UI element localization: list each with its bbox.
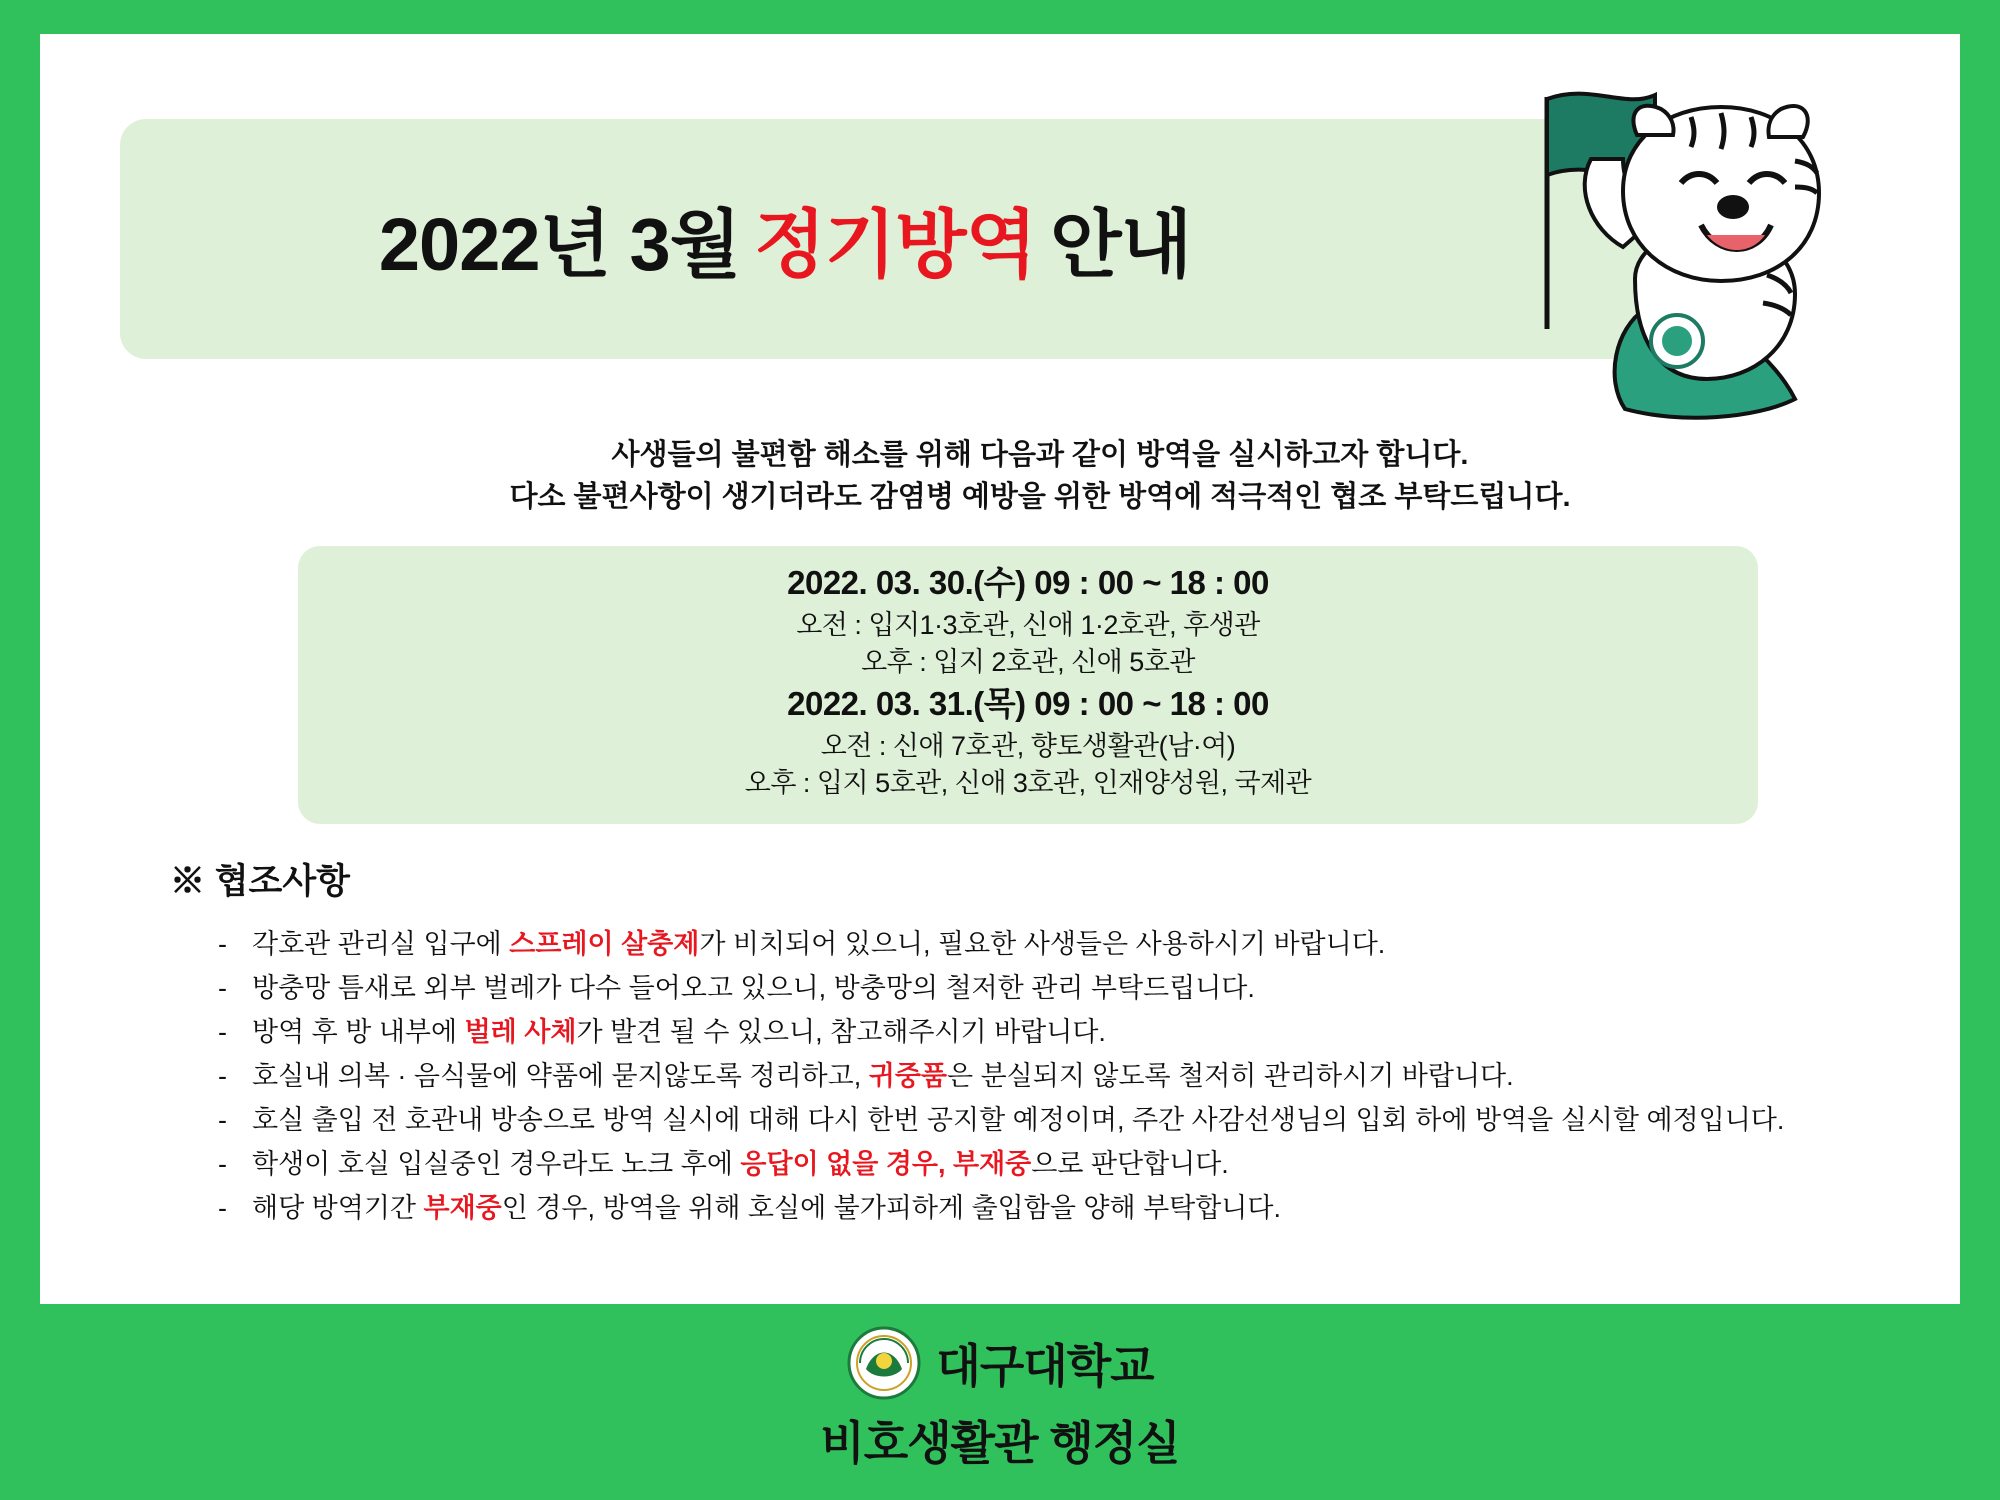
note-emphasis: 벌레 사체 [464, 1017, 577, 1048]
white-content-card [40, 34, 1960, 1304]
intro-line-2: 다소 불편사항이 생기더라도 감염병 예방을 위한 방역에 적극적인 협조 부탁드립니다. [509, 481, 1571, 514]
list-item [218, 1144, 1918, 1185]
list-item-text [252, 1144, 1918, 1185]
list-bullet: - [218, 1149, 227, 1180]
list-item-text [252, 1012, 1918, 1053]
schedule-date-1: 2022. 03. 30.(수) 09 : 00 ~ 18 : 00 [787, 564, 1269, 601]
list-bullet: - [218, 1061, 227, 1092]
schedule-morning-2: 오전 : 신애 7호관, 향토생활관(남·여) [820, 731, 1236, 762]
note-emphasis: 스프레이 살충제 [509, 929, 700, 959]
list-item-text [252, 924, 1918, 965]
schedule-box [298, 546, 1758, 824]
intro-line-1: 사생들의 불편함 해소를 위해 다음과 같이 방역을 실시하고자 합니다. [611, 439, 1469, 471]
footer-university-row [0, 1325, 2000, 1401]
note-post: 인 경우, 방역을 위해 호실에 불가피하게 출입함을 양해 부탁합니다. [501, 1193, 1281, 1224]
note-pre: 방역 후 방 내부에 [252, 1017, 465, 1048]
list-item [218, 968, 1918, 1009]
note-pre: 방충망 틈새로 외부 벌레가 다수 들어오고 있으니, 방충망의 철저한 관리 부탁드립니다. [252, 973, 1255, 1004]
schedule-date-2: 2022. 03. 31.(목) 09 : 00 ~ 18 : 00 [787, 685, 1269, 723]
schedule-afternoon-1: 오후 : 입지 2호관, 신애 5호관 [861, 647, 1195, 678]
list-item [218, 924, 1918, 965]
note-post: 가 비치되어 있으니, 필요한 사생들은 사용하시기 바랍니다. [699, 929, 1386, 959]
footer [0, 1325, 2000, 1473]
tiger-mascot-icon [1495, 79, 1915, 424]
note-pre: 호실 출입 전 호관내 방송으로 방역 실시에 대해 다시 한번 공지할 예정이며, 주간 사감선생님의 입회 하에 방역을 실시할 예정입니다. [252, 1105, 1785, 1136]
page-title [120, 119, 1450, 359]
note-pre: 해당 방역기간 [252, 1193, 424, 1224]
schedule-afternoon-2: 오후 : 입지 5호관, 신애 3호관, 인재양성원, 국제관 [744, 768, 1312, 799]
list-bullet: - [218, 973, 227, 1004]
note-emphasis: 응답이 없을 경우, 부재중 [740, 1149, 1032, 1180]
note-pre: 호실내 의복 · 음식물에 약품에 묻지않도록 정리하고, [252, 1061, 869, 1092]
list-item-text [252, 1056, 1918, 1097]
note-post: 으로 판단합니다. [1031, 1149, 1229, 1180]
list-item-text [252, 968, 1918, 1009]
intro-text [40, 434, 2000, 518]
footer-office-name: 비호생활관 행정실 [820, 1417, 1180, 1469]
list-bullet: - [218, 929, 227, 959]
notes-heading: ※ 협조사항 [170, 862, 350, 901]
notes-list [218, 924, 1918, 1232]
schedule-morning-1: 오전 : 입지1·3호관, 신애 1·2호관, 후생관 [796, 609, 1260, 640]
list-bullet: - [218, 1105, 227, 1136]
note-post: 은 분실되지 않도록 철저히 관리하시기 바랍니다. [946, 1061, 1514, 1092]
note-emphasis: 부재중 [423, 1193, 502, 1224]
university-emblem-icon [846, 1325, 922, 1401]
note-post: 가 발견 될 수 있으니, 참고해주시기 바랍니다. [576, 1017, 1106, 1048]
note-pre: 각호관 관리실 입구에 [252, 929, 510, 959]
list-bullet: - [218, 1193, 227, 1224]
list-item-text [252, 1188, 1918, 1229]
footer-university-name: 대구대학교 [936, 1340, 1154, 1392]
title-suffix: 안내 [1050, 203, 1192, 286]
title-highlight: 정기방역 [754, 203, 1037, 286]
list-item [218, 1188, 1918, 1229]
list-item [218, 1100, 1918, 1141]
list-item [218, 1012, 1918, 1053]
list-item-text [252, 1100, 1918, 1141]
title-prefix: 2022년 3월 [378, 203, 741, 286]
list-bullet: - [218, 1017, 227, 1048]
list-item [218, 1056, 1918, 1097]
note-emphasis: 귀중품 [868, 1061, 947, 1092]
note-pre: 학생이 호실 입실중인 경우라도 노크 후에 [252, 1149, 741, 1180]
